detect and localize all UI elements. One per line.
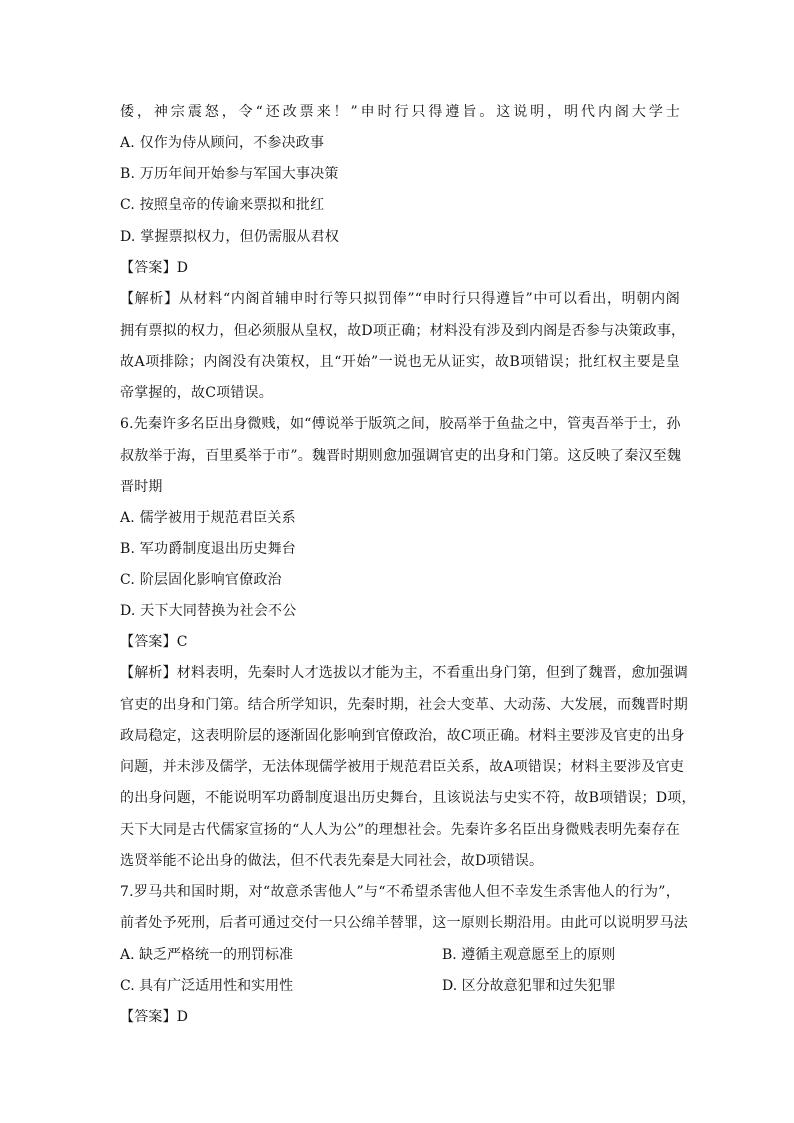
option-b: B. 遵循主观意愿至上的原则 (442, 947, 616, 963)
option-b: B. 万历年间开始参与军国大事决策 (120, 166, 339, 182)
option-d: D. 区分故意犯罪和过失犯罪 (442, 978, 616, 994)
analysis-line: 政局稳定，这表明阶层的逐渐固化影响到官僚政治，故C项正确。材料主要涉及官吏的出身 (120, 728, 685, 744)
analysis-line: 帝掌握的，故C项错误。 (120, 385, 273, 401)
option-d: D. 天下大同替换为社会不公 (120, 603, 297, 619)
question-7-line: 7.罗马共和国时期，对“故意杀害他人”与“不希望杀害他人但不幸发生杀害他人的行为”， (120, 884, 680, 900)
analysis-line: 故A项排除；内阁没有决策权，且“开始”一说也无从证实，故B项错误；批红权主要是皇 (120, 354, 680, 370)
option-c: C. 阶层固化影响官僚政治 (120, 572, 282, 588)
question-6-line: 6.先秦许多名臣出身微贱，如“傅说举于版筑之间，胶鬲举于鱼盐之中，管夷吾举于士，孙 (120, 416, 681, 432)
option-a: A. 缺乏严格统一的刑罚标准 (120, 947, 294, 963)
analysis-line: 的出身问题，不能说明军功爵制度退出历史舞台，且该说法与史实不符，故B项错误；D项， (120, 790, 696, 806)
option-c: C. 具有广泛适用性和实用性 (120, 978, 294, 994)
option-c: C. 按照皇帝的传谕来票拟和批红 (120, 197, 325, 213)
question-7-line: 前者处予死刑，后者可通过交付一只公绵羊替罪，这一原则长期沿用。由此可以说明罗马法 (120, 915, 688, 931)
analysis-line: 官吏的出身和门第。结合所学知识，先秦时期，社会大变革、大动荡、大发展，而魏晋时期 (120, 697, 688, 713)
analysis-line: 选贤举能不论出身的做法，但不代表先秦是大同社会，故D项错误。 (120, 853, 544, 869)
option-d: D. 掌握票拟权力，但仍需服从君权 (120, 229, 340, 245)
analysis-line: 【解析】从材料“内阁首辅申时行等只拟罚俸”“申时行只得遵旨”中可以看出，明朝内阁 (120, 291, 680, 307)
analysis-line: 拥有票拟的权力，但必须服从皇权，故D项正确；材料没有涉及到内阁是否参与决策政事， (120, 323, 686, 339)
answer-line: 【答案】D (120, 1009, 189, 1025)
option-a: A. 仅作为侍从顾问，不参决政事 (120, 135, 325, 151)
analysis-line: 天下大同是古代儒家宣扬的“人人为公”的理想社会。先秦许多名臣出身微贱表明先秦存在 (120, 822, 680, 838)
analysis-line: 问题，并未涉及儒学，无法体现儒学被用于规范君臣关系，故A项错误；材料主要涉及官吏 (120, 759, 685, 775)
answer-line: 【答案】C (120, 634, 188, 650)
option-b: B. 军功爵制度退出历史舞台 (120, 541, 296, 557)
question-6-line: 晋时期 (120, 479, 163, 495)
question-6-line: 叔敖举于海，百里奚举于市”。魏晋时期则愈加强调官吏的出身和门第。这反映了秦汉至魏 (120, 448, 682, 464)
option-a: A. 儒学被用于规范君臣关系 (120, 510, 296, 526)
answer-line: 【答案】D (120, 260, 189, 276)
analysis-line: 【解析】材料表明，先秦时人才选拔以才能为主，不看重出身门第，但到了魏晋，愈加强调 (120, 665, 688, 681)
text-line: 倭，神宗震怒，令“还改票来！”申时行只得遵旨。这说明，明代内阁大学士 (120, 104, 680, 120)
